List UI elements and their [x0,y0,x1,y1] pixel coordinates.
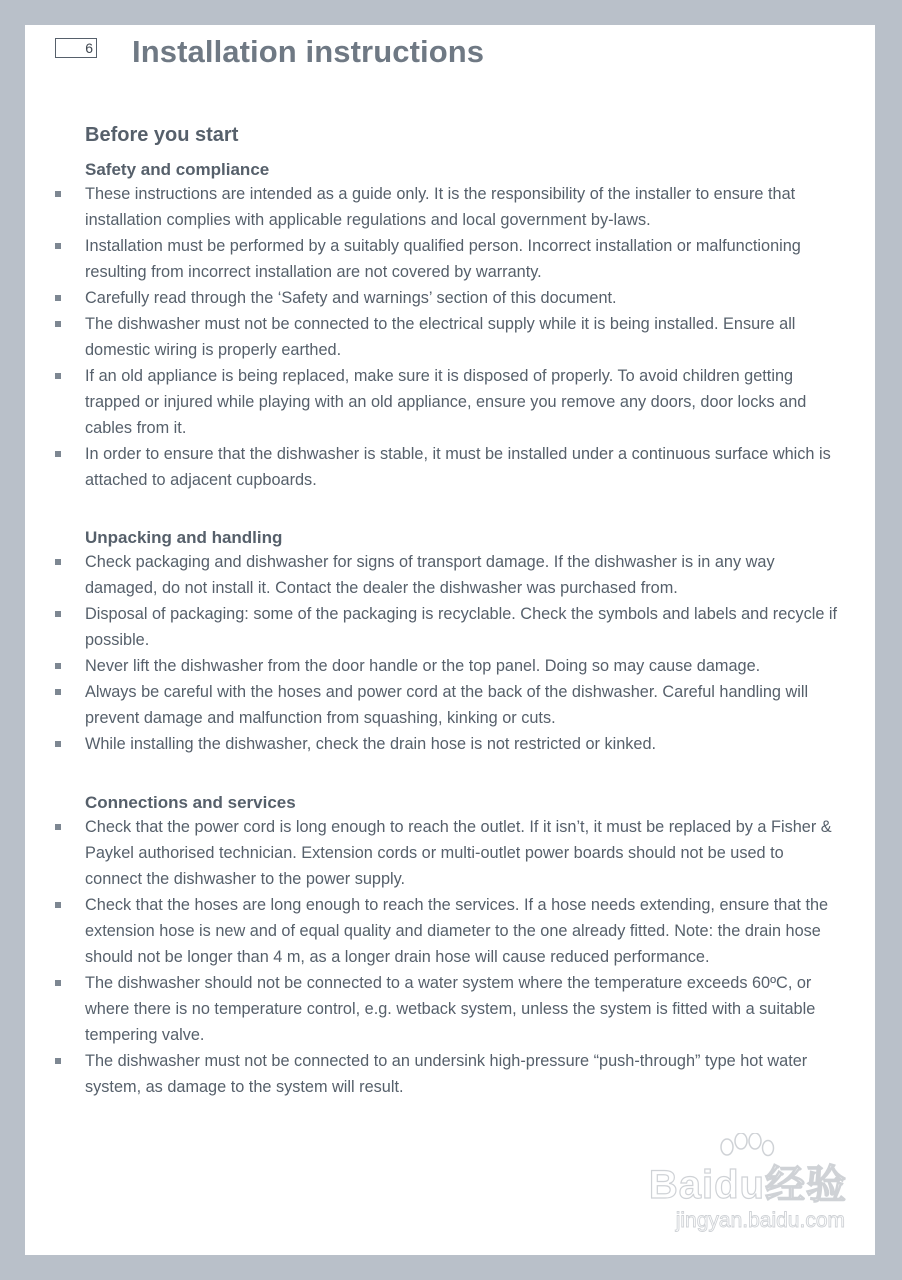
list-item [25,970,875,1048]
bullet-square-icon [55,1058,61,1064]
watermark-url: jingyan.baidu.com [675,1209,845,1232]
list-item-text: The dishwasher must not be connected to the electrical supply while it is being installed. Ensure all domestic wiring is properly earthed. [85,315,796,359]
group-safety-and-compliance [25,159,875,493]
list-item [25,549,875,601]
list-item [25,233,875,285]
bullet-square-icon [55,451,61,457]
baidu-watermark [637,1133,847,1243]
bullet-square-icon [55,824,61,830]
list-item [25,441,875,493]
bullet-square-icon [55,741,61,747]
list-item-text: Never lift the dishwasher from the door handle or the top panel. Doing so may cause damage. [85,657,761,675]
list-item-text: The dishwasher must not be connected to an undersink high-pressure “push-through” type hot water system, as damage to the system will result. [85,1052,808,1096]
document-page [25,25,875,1255]
bullet-square-icon [55,689,61,695]
bullet-list-connections [25,814,875,1100]
bullet-square-icon [55,373,61,379]
bullet-square-icon [55,980,61,986]
group-connections-and-services [25,792,875,1100]
list-item-text: Installation must be performed by a suitably qualified person. Incorrect installation or malfunctioning resulting from incorrect installation are not covered by warranty. [85,237,801,281]
subheading-connections-and-services: Connections and services [85,793,296,812]
list-item-text: If an old appliance is being replaced, make sure it is disposed of properly. To avoid children getting trapped or injured while playing with an old appliance, ensure you remove any doors, door locks and cables from it. [85,367,807,437]
list-item-text: In order to ensure that the dishwasher is stable, it must be installed under a continuous surface which is attached to adjacent cupboards. [85,445,831,489]
bullet-square-icon [55,611,61,617]
list-item [25,814,875,892]
list-item-text: Always be careful with the hoses and power cord at the back of the dishwasher. Careful handling will prevent damage and malfunction from squashing, kinking or cuts. [85,683,809,727]
list-item [25,285,875,311]
bullet-square-icon [55,191,61,197]
section-heading-before-you-start: Before you start [85,124,239,146]
list-item-text: While installing the dishwasher, check the drain hose is not restricted or kinked. [85,735,657,753]
bullet-list-safety [25,181,875,493]
list-item [25,653,875,679]
list-item [25,731,875,757]
subheading-unpacking-and-handling: Unpacking and handling [85,528,283,547]
list-item-text: Carefully read through the ‘Safety and warnings’ section of this document. [85,289,617,307]
subheading-safety-and-compliance: Safety and compliance [85,160,270,179]
list-item [25,1048,875,1100]
watermark-logo: Baidu经验 [648,1163,847,1207]
bullet-square-icon [55,295,61,301]
list-item-text: Check that the power cord is long enough to reach the outlet. If it isn’t, it must be replaced by a Fisher & Paykel authorised technician. Extension cords or multi-outlet power boards should not be used to connect the dishwasher to the power supply. [85,818,832,888]
bullet-square-icon [55,559,61,565]
bullet-list-unpacking [25,549,875,757]
list-item-text: Disposal of packaging: some of the packaging is recyclable. Check the symbols and labels and recycle if possible. [85,605,838,649]
bullet-square-icon [55,902,61,908]
list-item [25,311,875,363]
bullet-square-icon [55,321,61,327]
bullet-square-icon [55,243,61,249]
bullet-square-icon [55,663,61,669]
list-item [25,363,875,441]
list-item [25,601,875,653]
list-item-text: The dishwasher should not be connected to a water system where the temperature exceeds 60ºC, or where there is no temperature control, e.g. wetback system, unless the system is fitted with a suitable tempering valve. [85,974,816,1044]
page-title: Installation instructions [132,34,485,69]
list-item [25,181,875,233]
list-item [25,679,875,731]
list-item-text: Check that the hoses are long enough to reach the services. If a hose needs extending, ensure that the extension hose is new and of equal quality and diameter to the one already fitted. Note: the drain hose should not be longer than 4 m, as a longer drain hose will cause reduced performance. [85,896,829,966]
list-item-text: Check packaging and dishwasher for signs of transport damage. If the dishwasher is in any way damaged, do not install it. Contact the dealer the dishwasher was purchased from. [85,553,775,597]
page-number-box: 6 [55,38,97,58]
list-item [25,892,875,970]
list-item-text: These instructions are intended as a guide only. It is the responsibility of the installer to ensure that installation complies with applicable regulations and local government by-laws. [85,185,796,229]
group-unpacking-and-handling [25,527,875,757]
